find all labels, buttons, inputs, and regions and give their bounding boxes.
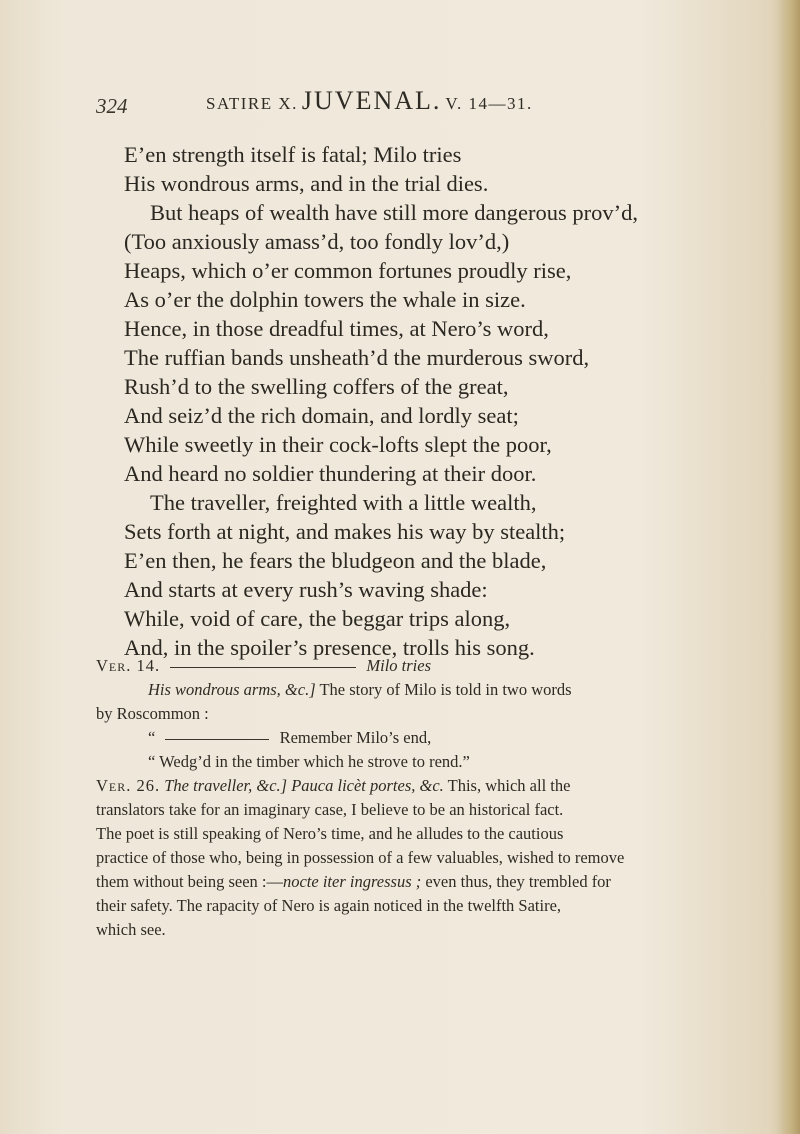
note-2-line-2: translators take for an imaginary case, I believe to be an historical fact. xyxy=(96,800,564,819)
note-1-line-2 xyxy=(148,680,572,700)
note-2-line-4: practice of those who, being in possession of a few valuables, wished to remove xyxy=(96,848,625,867)
latin-quote: nocte iter ingressus ; xyxy=(282,872,422,891)
page-edge-shadow xyxy=(778,0,800,1134)
note-2-ref: Ver. 26. xyxy=(96,776,161,795)
note-2-line-5-b: even thus, they trembled for xyxy=(421,872,611,891)
note-2-lemma-1: The traveller, &c.] xyxy=(164,776,288,795)
running-title xyxy=(206,86,533,116)
poem-line: Heaps, which o’er common fortunes proudly rise, xyxy=(124,258,572,283)
note-2-text-1: This, which all the xyxy=(447,776,571,795)
note-2-line-6: their safety. The rapacity of Nero is again noticed in the twelfth Satire, xyxy=(96,896,562,915)
poem-line: Rush’d to the swelling coffers of the great, xyxy=(124,374,509,399)
note-1-quote-2: “ Wedg’d in the timber which he strove to rend.” xyxy=(148,752,470,771)
note-1-lemma-2: His wondrous arms, &c.] xyxy=(148,680,316,699)
note-2-line-5-a: them without being seen :— xyxy=(96,872,283,891)
dash-rule xyxy=(165,739,269,740)
note-1-ref: Ver. 14. xyxy=(96,656,161,675)
poem-line: And heard no soldier thundering at their door. xyxy=(124,461,537,486)
quote-text: Remember Milo’s end, xyxy=(279,728,432,747)
poem-line: But heaps of wealth have still more dangerous prov’d, xyxy=(150,200,639,225)
note-1-text: The story of Milo is told in two words xyxy=(315,680,572,699)
running-header xyxy=(96,86,616,120)
note-1-quote-1 xyxy=(148,728,431,748)
note-1-lemma: Milo tries xyxy=(366,656,431,675)
note-2-line-5 xyxy=(96,872,611,892)
poem-line: His wondrous arms, and in the trial dies. xyxy=(124,171,489,196)
author-name: JUVENAL. xyxy=(301,86,442,115)
poem-line: The ruffian bands unsheath’d the murderous sword, xyxy=(124,345,590,370)
poem-line: The traveller, freighted with a little wealth, xyxy=(150,490,537,515)
poem-line: While, void of care, the beggar trips along, xyxy=(124,606,511,631)
note-2-line-7: which see. xyxy=(96,920,166,939)
poem-line: While sweetly in their cock-lofts slept the poor, xyxy=(124,432,552,457)
note-2-heading xyxy=(96,776,570,796)
note-2-lemma-2: Pauca licèt portes, &c. xyxy=(291,776,444,795)
poem-line: (Too anxiously amass’d, too fondly lov’d,) xyxy=(124,229,510,254)
poem-line: As o’er the dolphin towers the whale in size. xyxy=(124,287,526,312)
dash-rule xyxy=(170,667,356,668)
poem-line: Sets forth at night, and makes his way by stealth; xyxy=(124,519,566,544)
satire-number: SATIRE X. xyxy=(206,94,298,113)
poem-line: E’en strength itself is fatal; Milo tries xyxy=(124,142,462,167)
poem-line: E’en then, he fears the bludgeon and the blade, xyxy=(124,548,547,573)
poem-line: And seiz’d the rich domain, and lordly seat; xyxy=(124,403,519,428)
open-quote: “ xyxy=(148,728,156,747)
note-1-heading xyxy=(96,656,431,676)
poem-line: And starts at every rush’s waving shade: xyxy=(124,577,488,602)
page-number: 324 xyxy=(96,94,128,118)
note-2-line-3: The poet is still speaking of Nero’s time, and he alludes to the cautious xyxy=(96,824,564,843)
poem-line: And, in the spoiler’s presence, trolls his song. xyxy=(124,635,535,660)
note-1-line-3: by Roscommon : xyxy=(96,704,209,723)
verse-range: V. 14—31. xyxy=(445,94,533,113)
poem-line: Hence, in those dreadful times, at Nero’s word, xyxy=(124,316,549,341)
